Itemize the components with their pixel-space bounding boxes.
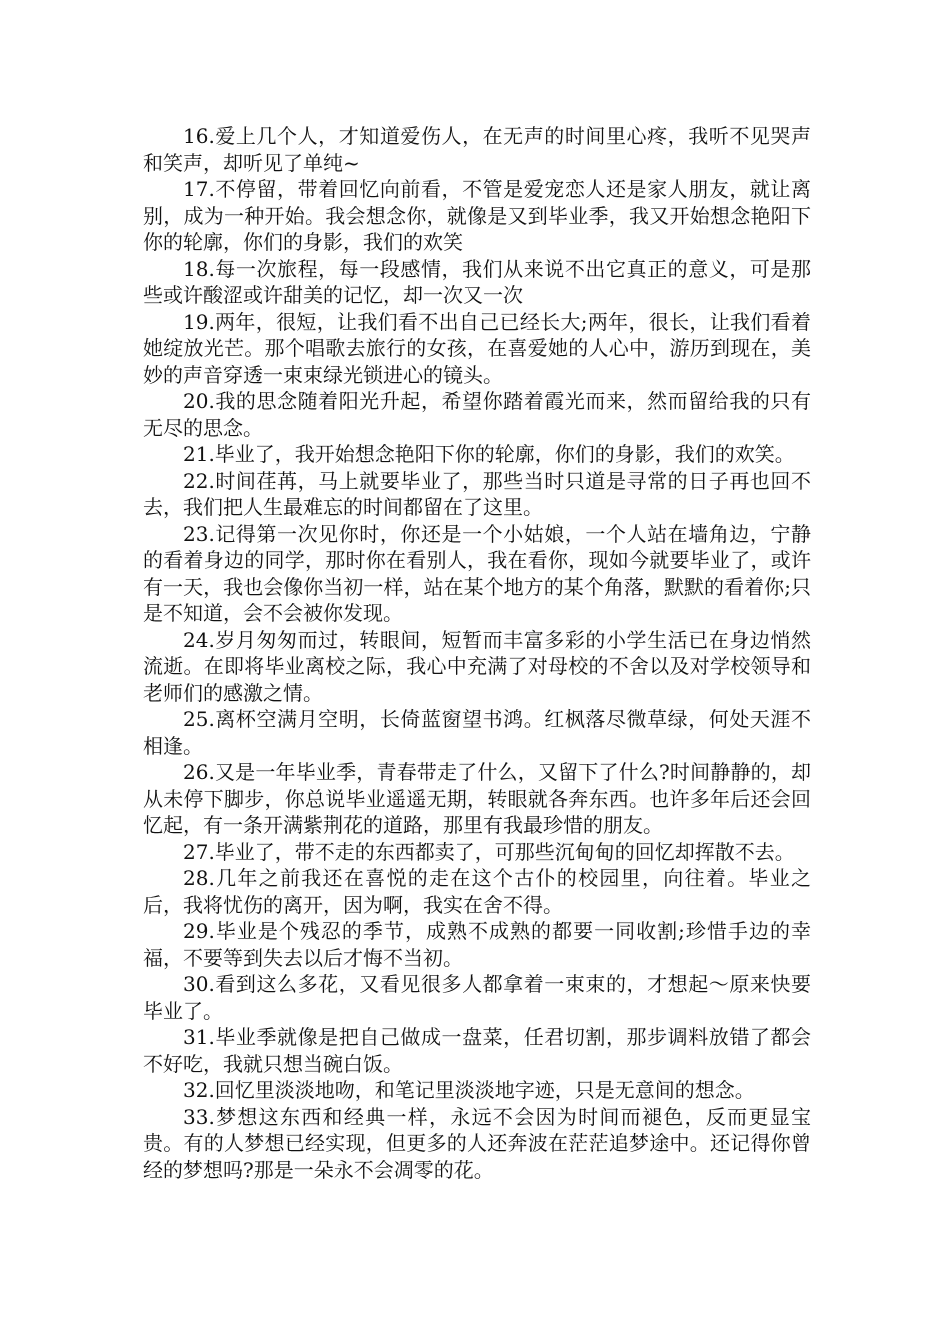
paragraph-17: 17.不停留，带着回忆向前看，不管是爱宠恋人还是家人朋友，就让离别，成为一种开始。我会想念你，就像是又到毕业季，我又开始想念艳阳下你的轮廓，你们的身影，我们的欢笑 xyxy=(143,177,811,254)
document-body xyxy=(143,123,811,1183)
paragraph-21: 21.毕业了，我开始想念艳阳下你的轮廓，你们的身影，我们的欢笑。 xyxy=(183,442,795,466)
paragraph-18: 18.每一次旅程，每一段感情，我们从来说不出它真正的意义，可是那些或许酸涩或许甜美的记忆，却一次又一次 xyxy=(143,256,811,307)
paragraph-30: 30.看到这么多花，又看见很多人都拿着一束束的，才想起～原来快要毕业了。 xyxy=(143,972,811,1023)
paragraph-23: 23.记得第一次见你时，你还是一个小姑娘，一个人站在墙角边，宁静的看着身边的同学，那时你在看别人，我在看你，现如今就要毕业了，或许有一天，我也会像你当初一样，站在某个地方的某个角落，默默的看着你;只是不知道，会不会被你发现。 xyxy=(143,521,811,625)
paragraph-31: 31.毕业季就像是把自己做成一盘菜，任君切割，那步调料放错了都会不好吃，我就只想当碗白饭。 xyxy=(143,1025,811,1076)
paragraph-20: 20.我的思念随着阳光升起，希望你踏着霞光而来，然而留给我的只有无尽的思念。 xyxy=(143,389,811,440)
paragraph-25: 25.离杯空满月空明，长倚蓝窗望书鸿。红枫落尽微草绿，何处天涯不相逢。 xyxy=(143,707,811,758)
paragraph-19: 19.两年，很短，让我们看不出自己已经长大;两年，很长，让我们看着她绽放光芒。那个唱歌去旅行的女孩，在喜爱她的人心中，游历到现在，美妙的声音穿透一束束绿光锁进心的镜头。 xyxy=(143,309,811,387)
paragraph-22: 22.时间荏苒，马上就要毕业了，那些当时只道是寻常的日子再也回不去，我们把人生最难忘的时间都留在了这里。 xyxy=(143,468,811,519)
paragraph-28: 28.几年之前我还在喜悦的走在这个古仆的校园里，向往着。毕业之后，我将忧伤的离开，因为啊，我实在舍不得。 xyxy=(143,866,811,917)
paragraph-24: 24.岁月匆匆而过，转眼间，短暂而丰富多彩的小学生活已在身边悄然流逝。在即将毕业离校之际，我心中充满了对母校的不舍以及对学校领导和老师们的感激之情。 xyxy=(143,627,811,705)
paragraph-16: 16.爱上几个人，才知道爱伤人，在无声的时间里心疼，我听不见哭声和笑声，却听见了单纯~ xyxy=(143,124,811,175)
paragraph-32: 32.回忆里淡淡地吻，和笔记里淡淡地字迹，只是无意间的想念。 xyxy=(183,1078,755,1102)
paragraph-33: 33.梦想这东西和经典一样，永远不会因为时间而褪色，反而更显宝贵。有的人梦想已经实现，但更多的人还奔波在茫茫追梦途中。还记得你曾经的梦想吗?那是一朵永不会凋零的花。 xyxy=(143,1104,811,1182)
paragraph-27: 27.毕业了，带不走的东西都卖了，可那些沉甸甸的回忆却挥散不去。 xyxy=(183,839,795,864)
paragraph-26: 26.又是一年毕业季，青春带走了什么，又留下了什么?时间静静的，却从未停下脚步，你总说毕业遥遥无期，转眼就各奔东西。也许多年后还会回忆起，有一条开满紫荆花的道路，那里有我最珍惜的朋友。 xyxy=(143,760,811,837)
paragraph-29: 29.毕业是个残忍的季节，成熟不成熟的都要一同收割;珍惜手边的幸福，不要等到失去以后才悔不当初。 xyxy=(143,919,811,970)
